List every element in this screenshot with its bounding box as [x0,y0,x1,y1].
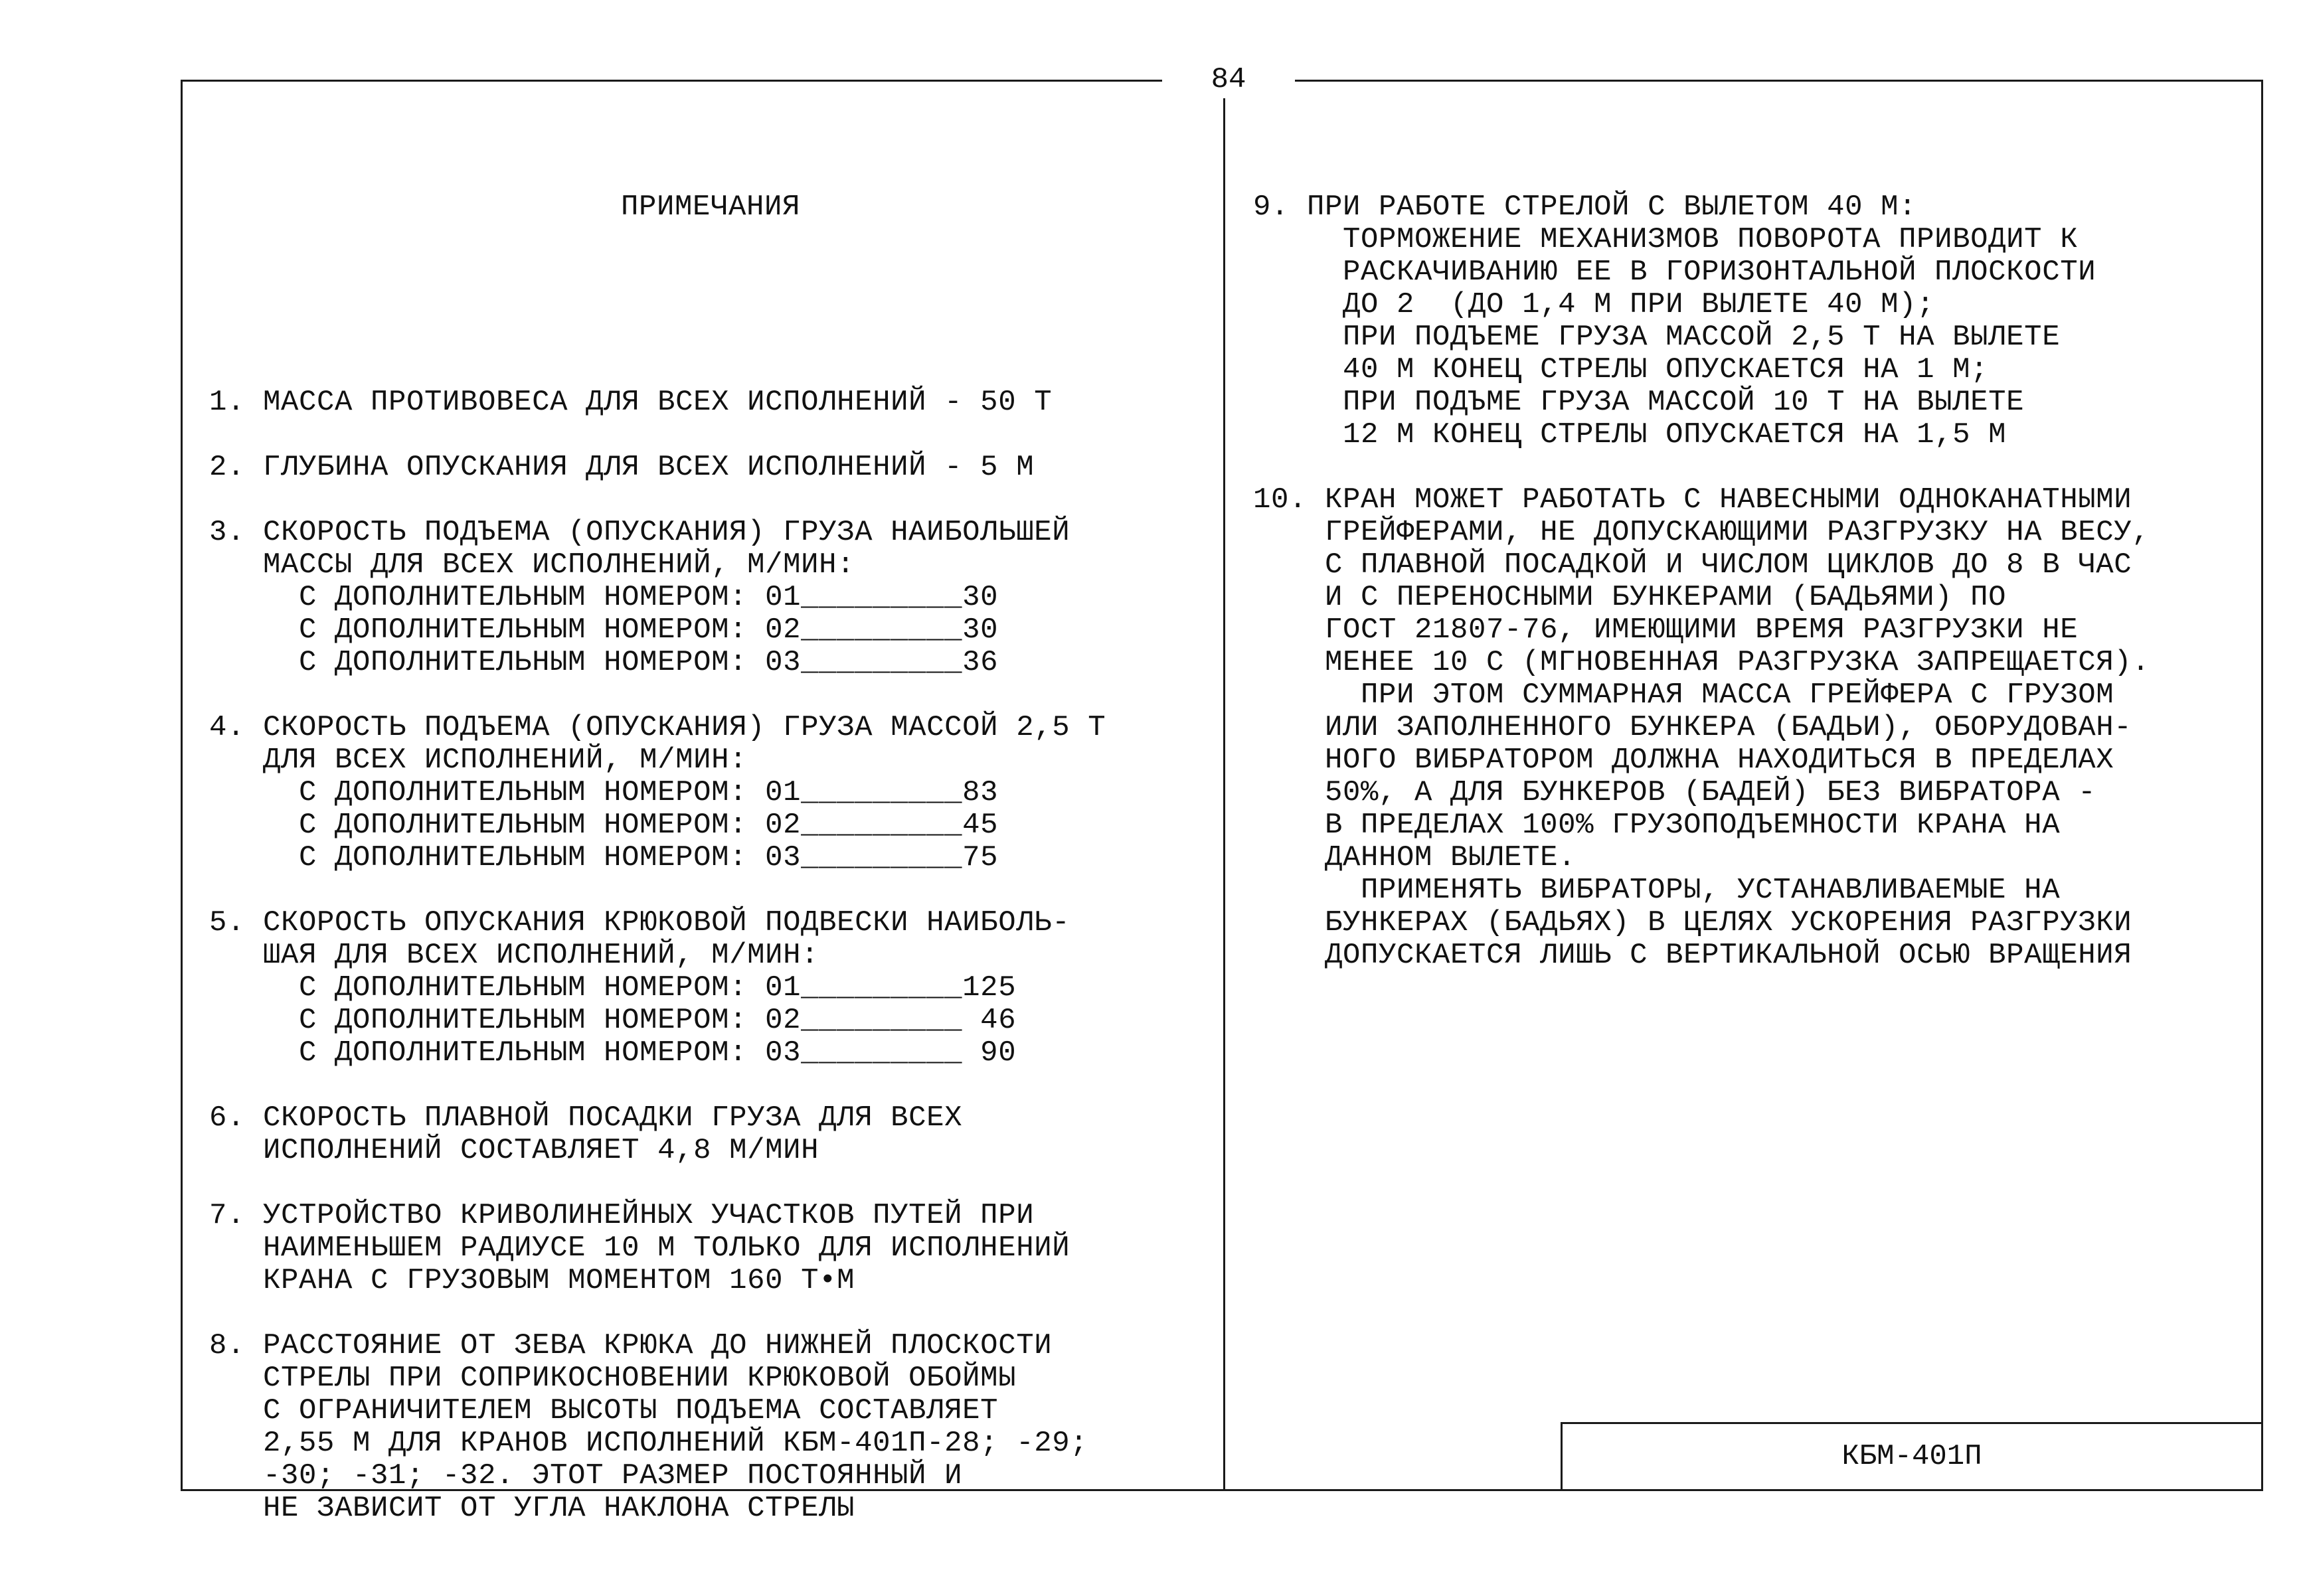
note-line: С ДОПОЛНИТЕЛЬНЫМ НОМЕРОМ: 02_________30 [209,613,999,647]
note-line: ИСПОЛНЕНИЙ СОСТАВЛЯЕТ 4,8 М/МИН [209,1134,819,1167]
note-line: 2,55 М ДЛЯ КРАНОВ ИСПОЛНЕНИЙ КБМ-401П-28; -29; [209,1427,1088,1460]
note-line [209,484,1106,517]
note-line: ДЛЯ ВСЕХ ИСПОЛНЕНИЙ, М/МИН: [209,744,748,777]
note-line: КРАНА С ГРУЗОВЫМ МОМЕНТОМ 160 Т•М [209,1264,855,1297]
note-line: С ДОПОЛНИТЕЛЬНЫМ НОМЕРОМ: 03_________ 90 [209,1036,1017,1070]
note-line: МАССЫ ДЛЯ ВСЕХ ИСПОЛНЕНИЙ, М/МИН: [209,548,855,582]
note-line: И С ПЕРЕНОСНЫМИ БУНКЕРАМИ (БАДЬЯМИ) ПО [1253,581,2007,614]
note-line: БУНКЕРАХ (БАДЬЯХ) В ЦЕЛЯХ УСКОРЕНИЯ РАЗГРУЗКИ [1253,906,2132,939]
note-line: ПРИМЕНЯТЬ ВИБРАТОРЫ, УСТАНАВЛИВАЕМЫЕ НА [1253,874,2061,907]
note-line: ПРИ ПОДЪМЕ ГРУЗА МАССОЙ 10 Т НА ВЫЛЕТЕ [1253,386,2025,419]
note-line: 1. МАССА ПРОТИВОВЕСА ДЛЯ ВСЕХ ИСПОЛНЕНИЙ - 50 Т [209,386,1053,419]
note-line: 3. СКОРОСТЬ ПОДЪЕМА (ОПУСКАНИЯ) ГРУЗА НАИБОЛЬШЕЙ [209,516,1070,549]
note-line: 7. УСТРОЙСТВО КРИВОЛИНЕЙНЫХ УЧАСТКОВ ПУТЕЙ ПРИ [209,1199,1035,1232]
note-line: НОГО ВИБРАТОРОМ ДОЛЖНА НАХОДИТЬСЯ В ПРЕДЕЛАХ [1253,744,2114,777]
note-line: В ПРЕДЕЛАХ 100% ГРУЗОПОДЪЕМНОСТИ КРАНА НА [1253,809,2061,842]
note-line: 4. СКОРОСТЬ ПОДЪЕМА (ОПУСКАНИЯ) ГРУЗА МАССОЙ 2,5 Т [209,711,1106,744]
note-line: ДОПУСКАЕТСЯ ЛИШЬ С ВЕРТИКАЛЬНОЙ ОСЬЮ ВРАЩЕНИЯ [1253,939,2132,972]
note-line: 10. КРАН МОЖЕТ РАБОТАТЬ С НАВЕСНЫМИ ОДНОКАНАТНЫМИ [1253,483,2132,517]
note-line: С ОГРАНИЧИТЕЛЕМ ВЫСОТЫ ПОДЪЕМА СОСТАВЛЯЕТ [209,1394,999,1427]
note-line [1253,451,2150,484]
note-line: ГРЕЙФЕРАМИ, НЕ ДОПУСКАЮЩИМИ РАЗГРУЗКУ НА ВЕСУ, [1253,516,2150,549]
note-line: С ДОПОЛНИТЕЛЬНЫМ НОМЕРОМ: 03_________75 [209,841,999,874]
note-line: СТРЕЛЫ ПРИ СОПРИКОСНОВЕНИИ КРЮКОВОЙ ОБОЙМЫ [209,1362,1017,1395]
note-line [209,419,1106,451]
note-line: ИЛИ ЗАПОЛНЕННОГО БУНКЕРА (БАДЬИ), ОБОРУДОВАН- [1253,711,2132,744]
note-line: 5. СКОРОСТЬ ОПУСКАНИЯ КРЮКОВОЙ ПОДВЕСКИ НАИБОЛЬ- [209,906,1070,939]
note-line: С ДОПОЛНИТЕЛЬНЫМ НОМЕРОМ: 03_________36 [209,646,999,679]
document-code: КБМ-401П [1841,1440,1982,1473]
note-line [209,874,1106,907]
notes-right-column [1253,126,2150,1004]
page-number: 84 [1162,61,1295,98]
note-line: -30; -31; -32. ЭТОТ РАЗМЕР ПОСТОЯННЫЙ И [209,1459,963,1492]
note-line: С ДОПОЛНИТЕЛЬНЫМ НОМЕРОМ: 02_________45 [209,809,999,842]
note-line: ДО 2 (ДО 1,4 М ПРИ ВЫЛЕТЕ 40 М); [1253,288,1935,321]
note-line: МЕНЕЕ 10 С (МГНОВЕННАЯ РАЗГРУЗКА ЗАПРЕЩАЕТСЯ). [1253,646,2150,679]
note-line [209,679,1106,712]
note-line: 50%, А ДЛЯ БУНКЕРОВ (БАДЕЙ) БЕЗ ВИБРАТОРА - [1253,776,2096,809]
notes-left-column [209,126,1106,1557]
left-notes-list [209,386,1106,1525]
note-line: ГОСТ 21807-76, ИМЕЮЩИМИ ВРЕМЯ РАЗГРУЗКИ НЕ [1253,613,2079,647]
note-line: 2. ГЛУБИНА ОПУСКАНИЯ ДЛЯ ВСЕХ ИСПОЛНЕНИЙ - 5 М [209,451,1035,484]
note-line: ТОРМОЖЕНИЕ МЕХАНИЗМОВ ПОВОРОТА ПРИВОДИТ К [1253,223,2079,256]
note-line: РАСКАЧИВАНИЮ ЕЕ В ГОРИЗОНТАЛЬНОЙ ПЛОСКОСТИ [1253,256,2096,289]
column-divider [1223,80,1225,1489]
notes-title: ПРИМЕЧАНИЯ [621,191,801,224]
note-line [209,1167,1106,1200]
note-line: ПРИ ПОДЪЕМЕ ГРУЗА МАССОЙ 2,5 Т НА ВЫЛЕТЕ [1253,321,2061,354]
note-line: 8. РАССТОЯНИЕ ОТ ЗЕВА КРЮКА ДО НИЖНЕЙ ПЛОСКОСТИ [209,1329,1053,1362]
note-line: С ДОПОЛНИТЕЛЬНЫМ НОМЕРОМ: 02_________ 46 [209,1004,1017,1037]
note-line: ПРИ ЭТОМ СУММАРНАЯ МАССА ГРЕЙФЕРА С ГРУЗОМ [1253,678,2114,712]
note-line: НЕ ЗАВИСИТ ОТ УГЛА НАКЛОНА СТРЕЛЫ [209,1492,855,1525]
title-block [1561,1422,2261,1489]
note-line: ДАННОМ ВЫЛЕТЕ. [1253,841,1577,874]
note-line: 9. ПРИ РАБОТЕ СТРЕЛОЙ С ВЫЛЕТОМ 40 М: [1253,191,1917,224]
title-spacer [209,289,1106,321]
note-line: 12 М КОНЕЦ СТРЕЛЫ ОПУСКАЕТСЯ НА 1,5 М [1253,418,2007,451]
note-line: С ДОПОЛНИТЕЛЬНЫМ НОМЕРОМ: 01_________30 [209,581,999,614]
note-line: ШАЯ ДЛЯ ВСЕХ ИСПОЛНЕНИЙ, М/МИН: [209,939,819,972]
note-line: С ДОПОЛНИТЕЛЬНЫМ НОМЕРОМ: 01_________83 [209,776,999,809]
right-notes-list [1253,191,2150,972]
note-line: 6. СКОРОСТЬ ПЛАВНОЙ ПОСАДКИ ГРУЗА ДЛЯ ВСЕХ [209,1101,963,1135]
note-line: 40 М КОНЕЦ СТРЕЛЫ ОПУСКАЕТСЯ НА 1 М; [1253,353,1989,386]
note-line [209,1070,1106,1102]
note-line: С ДОПОЛНИТЕЛЬНЫМ НОМЕРОМ: 01_________125 [209,971,1017,1004]
note-line [209,1297,1106,1330]
note-line: НАИМЕНЬШЕМ РАДИУСЕ 10 М ТОЛЬКО ДЛЯ ИСПОЛНЕНИЙ [209,1232,1070,1265]
note-line: С ПЛАВНОЙ ПОСАДКОЙ И ЧИСЛОМ ЦИКЛОВ ДО 8 В ЧАС [1253,548,2132,582]
